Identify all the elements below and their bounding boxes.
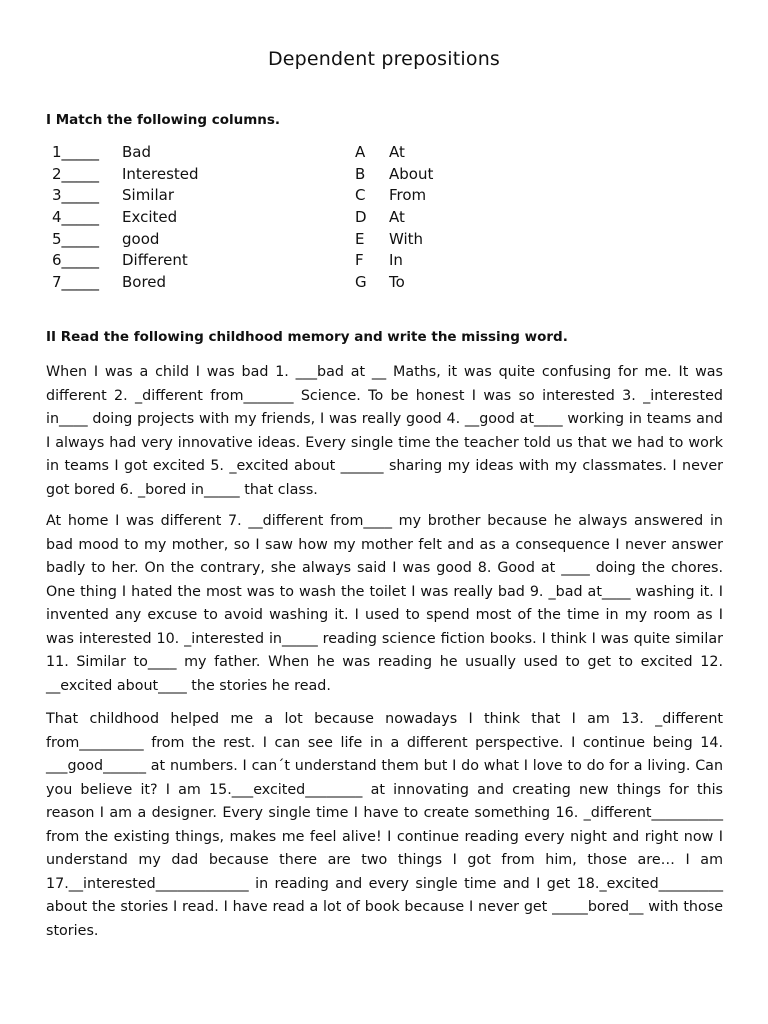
match-number: 5_____ (52, 229, 100, 248)
match-row (46, 272, 726, 294)
match-row (46, 142, 726, 164)
match-preposition: About (389, 164, 434, 183)
section1-heading: I Match the following columns. (46, 112, 281, 128)
memory-paragraph-2: At home I was different 7. __different from____ my brother because he always answered in bad mood to my mother, so I saw how my mother felt and as a consequence I never answer badly to her. On the contrary, she always said I was good 8. Good at ____ doing the chores. One thing I hated the most was to wash the toilet I was really bad 9. _bad at____ washing it. I invented any excuse to avoid washing it. I used to spend most of the time in my room as I was interested 10. _interested in_____ reading science fiction books. I think I was quite similar 11. Similar to____ my father. When he was reading he usually used to get to excited 12. __excited about____ the stories he read. (46, 513, 723, 694)
page-title: Dependent prepositions (267, 48, 501, 70)
match-letter: E (355, 229, 365, 248)
match-number: 2_____ (52, 164, 100, 183)
match-word: good (122, 229, 160, 248)
match-columns (46, 142, 726, 294)
match-row (46, 207, 726, 229)
match-preposition: To (389, 273, 405, 292)
match-letter: F (355, 251, 364, 270)
match-number: 7_____ (52, 273, 100, 292)
match-word: Similar (122, 186, 174, 205)
match-letter: A (355, 143, 366, 161)
match-preposition: At (389, 208, 405, 227)
match-number: 3_____ (52, 186, 100, 205)
match-word: Bored (122, 273, 167, 292)
match-row (46, 229, 726, 251)
match-row (46, 250, 726, 272)
section2-heading: II Read the following childhood memory and write the missing word. (46, 329, 568, 345)
match-letter: D (355, 208, 367, 227)
match-letter: G (355, 273, 367, 292)
match-letter: C (355, 186, 366, 205)
match-preposition: From (389, 186, 427, 205)
match-number: 1_____ (52, 143, 100, 161)
memory-paragraph-1: When I was a child I was bad 1. ___bad at __ Maths, it was quite confusing for me. It was different 2. _different from_______ Science. To be honest I was so interested 3. _interested in____ doing projects with my friends, I was really good 4. __good at____ working in teams and I always had very innovative ideas. Every single time the teacher told us that we had to work in teams I got excited 5. _excited about ______ sharing my ideas with my classmates. I never got bored 6. _bored in_____ that class. (46, 364, 723, 498)
match-row (46, 164, 726, 186)
match-row (46, 185, 726, 207)
memory-paragraph-3: That childhood helped me a lot because nowadays I think that I am 13. _different from_________ from the rest. I can see life in a different perspective. I continue being 14. ___good______ at numbers. I can´t understand them but I do what I love to do for a living. Can you believe it? I am 15.___excited________ at innovating and creating new things for this reason I am a designer. Every single time I have to create something 16. _different__________ from the existing things, makes me feel alive! I continue reading every night and right now I understand my dad because there are two things I got from him, those are… I am 17.__interested_____________ in reading and every single time and I get 18._excited_________ about the stories I read. I have read a lot of book because I never get _____bored__ with those stories. (46, 711, 723, 939)
match-preposition: At (389, 143, 405, 161)
match-word: Excited (122, 208, 178, 227)
match-preposition: With (389, 229, 424, 248)
match-word: Different (122, 251, 188, 270)
match-letter: B (355, 164, 366, 183)
match-word: Interested (122, 164, 199, 183)
match-number: 4_____ (52, 208, 100, 227)
match-preposition: In (389, 251, 403, 270)
match-number: 6_____ (52, 251, 100, 270)
match-word: Bad (122, 143, 152, 161)
